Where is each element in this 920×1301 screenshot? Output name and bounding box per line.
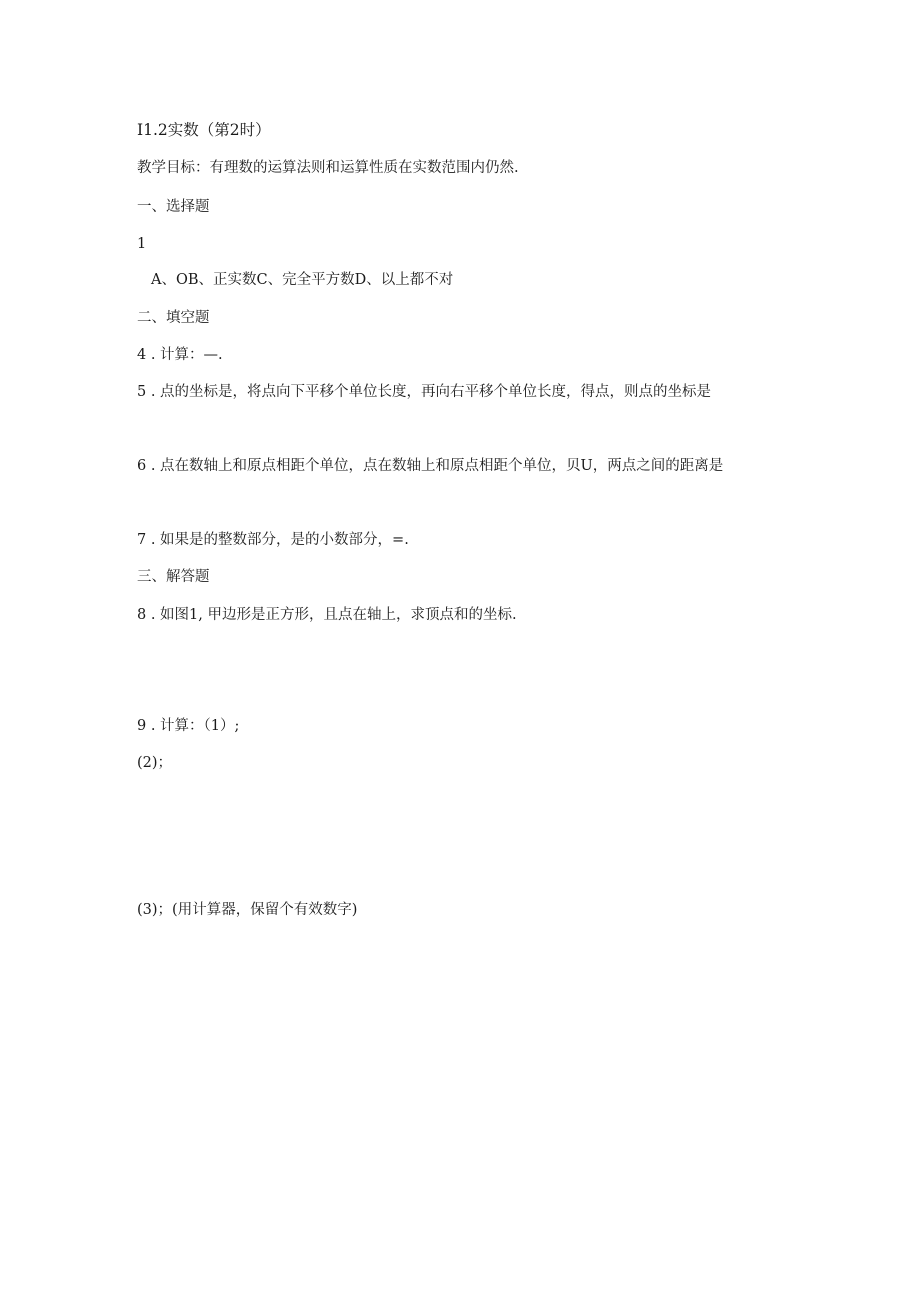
question-9: 9 . 计算：（1）; <box>137 718 240 734</box>
section-heading-fill: 二、填空题 <box>137 310 210 326</box>
question-1-number: 1 <box>137 236 147 252</box>
question-8: 8 . 如图1, 甲边形是正方形，且点在轴上，求顶点和的坐标. <box>137 607 517 623</box>
question-6: 6 . 点在数轴上和原点相距个单位，点在数轴上和原点相距个单位，贝U，两点之间的距离是 <box>137 458 724 474</box>
teaching-objective: 教学目标：有理数的运算法则和运算性质在实数范围内仍然. <box>137 160 519 176</box>
question-4: 4 . 计算：—. <box>137 347 223 363</box>
question-9-part-2: (2)； <box>137 755 173 771</box>
question-7: 7 . 如果是的整数部分，是的小数部分，=. <box>137 532 409 548</box>
document-title: I1.2实数（第2时） <box>137 121 271 139</box>
section-heading-answer: 三、解答题 <box>137 569 210 585</box>
question-5: 5 . 点的坐标是，将点向下平移个单位长度，再向右平移个单位长度，得点，则点的坐标是 <box>137 384 712 400</box>
section-heading-choice: 一、选择题 <box>137 199 210 215</box>
question-1-options: A、OB、正实数C、完全平方数D、以上都不对 <box>151 272 454 288</box>
question-9-part-3: (3)；(用计算器，保留个有效数字) <box>137 902 358 918</box>
